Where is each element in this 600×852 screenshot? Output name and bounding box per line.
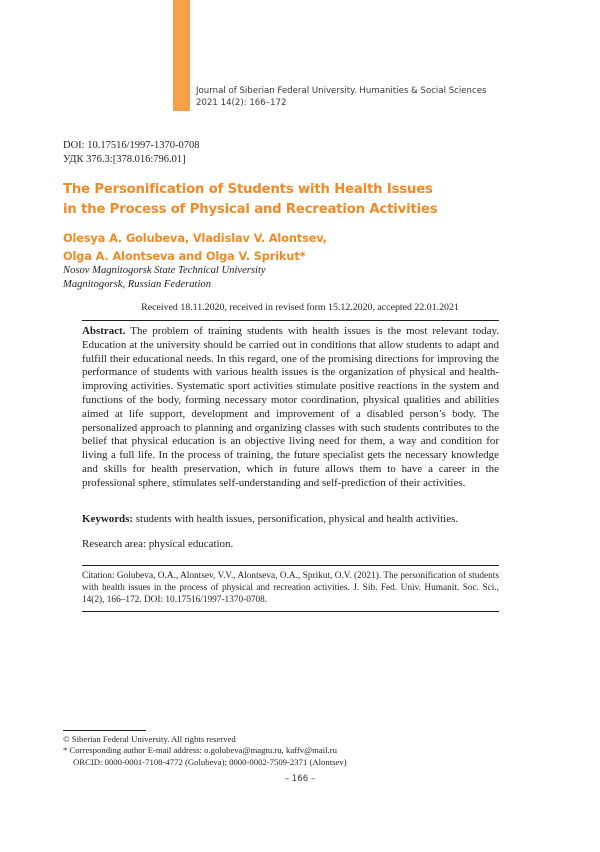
citation-top-rule <box>82 565 499 566</box>
keywords <box>82 513 499 527</box>
research-area: Research area: physical education. <box>82 538 234 550</box>
citation: Citation: Golubeva, O.A., Alontsev, V.V., Alontseva, O.A., Sprikut, O.V. (2021). The personification of students with health issues in the process of physical and recreation activities. J. Sib. Fed. Univ. Humanit. Soc. Sci., 14(2), 166–172. DOI: 10.17516/1997-1370-0708. <box>82 571 499 606</box>
authors-line-1: Olesya A. Golubeva, Vladislav V. Alontsev, <box>63 232 327 245</box>
orcid-note: ORCID: 0000-0001-7108-4772 (Golubeva); 0000-0002-7509-2371 (Alontsev) <box>73 756 347 767</box>
page-number: – 166 – <box>284 774 316 784</box>
journal-accent-bar <box>173 0 190 111</box>
authors-line-2: Olga A. Alontseva and Olga V. Sprikut* <box>63 250 306 263</box>
received-dates: Received 18.11.2020, received in revised form 15.12.2020, accepted 22.01.2021 <box>141 302 459 313</box>
abstract-text: The problem of training students with health issues is the most relevant today. Education at the university should be carried out in conditions that allow students to adapt and fulfill their educational needs. In this regard, one of the promising directions for improving the performance of students with various health issues is the organization of physical and health-improving activities. Systematic sport activities stimulate positive reactions in the system and functions of the body, forming necessary motor coordination, physical qualities and abilities aimed at life support, development and improvement of a disabled person’s body. The personalized approach to planning and organizing classes with such students contributes to the belief that physical education is an objective living need for them, a way and condition for living a full life. In the process of training, the future specialist gets the necessary knowledge and skills for health preservation, which in future allows them to have a career in the professional sphere, stimulates self-understanding and self-prediction of their activities. <box>82 325 499 489</box>
footnote-rule <box>63 730 146 731</box>
article-title <box>63 180 523 220</box>
footnotes <box>63 734 533 768</box>
udk-line: УДК 376.3:[378.016:796.01] <box>63 153 186 165</box>
journal-issue: 2021 14(2): 166–172 <box>196 97 287 108</box>
article-identifiers <box>63 139 200 166</box>
doi-line: DOI: 10.17516/1997-1370-0708 <box>63 140 200 151</box>
abstract-top-rule <box>82 320 499 321</box>
abstract <box>82 325 499 491</box>
affiliation-line-1: Nosov Magnitogorsk State Technical University <box>63 265 266 276</box>
journal-header <box>196 86 487 109</box>
journal-name: Journal of Siberian Federal University. Humanities & Social Sciences <box>196 86 487 96</box>
keywords-text: students with health issues, personification, physical and health activities. <box>135 513 459 525</box>
affiliation <box>63 264 266 291</box>
affiliation-line-2: Magnitogorsk, Russian Federation <box>63 278 212 290</box>
abstract-label: Abstract. <box>82 325 126 337</box>
title-line-1: The Personification of Students with Health Issues <box>63 182 433 197</box>
title-line-2: in the Process of Physical and Recreation Activities <box>63 202 438 217</box>
authors <box>63 230 523 266</box>
citation-bottom-rule <box>82 611 499 612</box>
corresponding-author-note: * Corresponding author E-mail address: o.golubeva@magtu.ru, kaffv@mail.ru <box>63 745 337 756</box>
copyright-note: © Siberian Federal University. All rights reserved <box>63 734 236 744</box>
keywords-label: Keywords: <box>82 513 134 525</box>
